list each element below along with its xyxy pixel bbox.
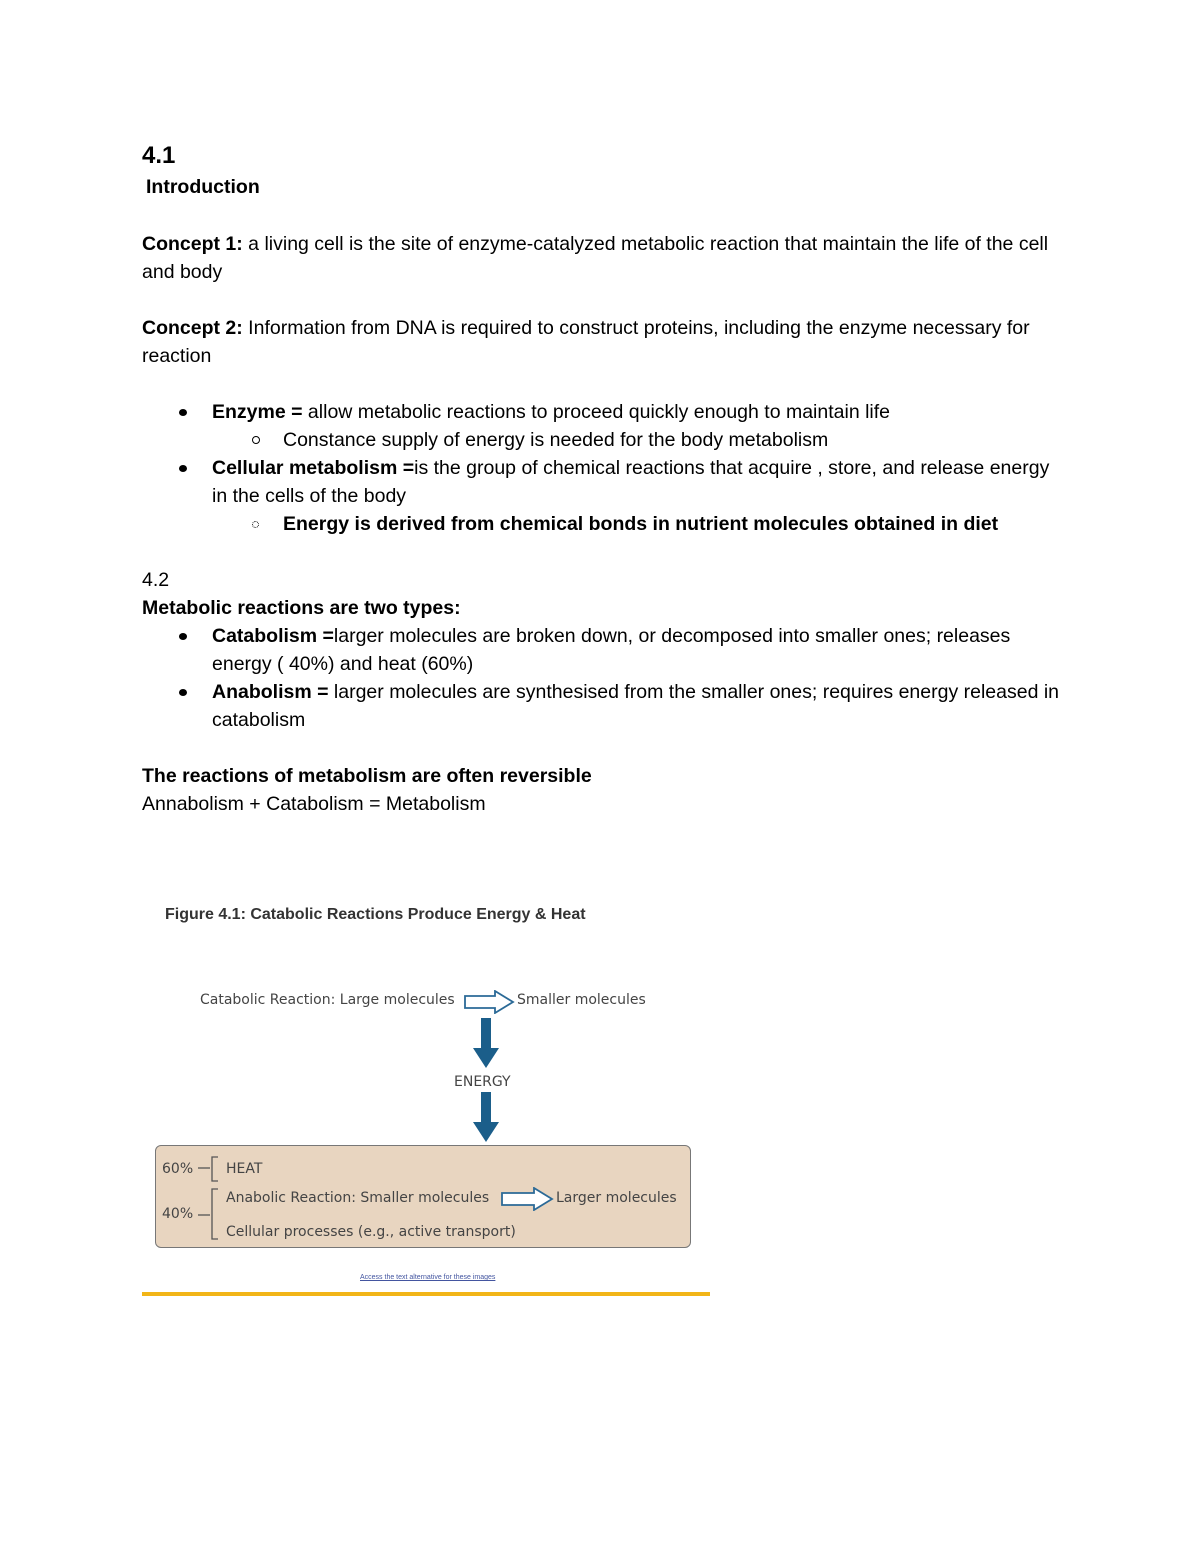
bracket-icon: [196, 1155, 226, 1245]
hollow-arrow-icon: [500, 1187, 554, 1211]
pct-60-label: 60%: [162, 1161, 194, 1177]
concept-2: [142, 314, 1062, 370]
reversible-text: The reactions of metabolism are often reversible: [142, 765, 592, 787]
catabolism-text: larger molecules are broken down, or decomposed into smaller ones; releases energy ( 40%) and heat (60%): [212, 625, 1011, 675]
section-4-2-bullets: [142, 622, 1062, 734]
bullet-icon: [179, 465, 187, 472]
concept-1-text: a living cell is the site of enzyme-catalyzed metabolic reaction that maintain the life of the cell and body: [142, 233, 1049, 283]
cellular-metabolism-label: Cellular metabolism =: [212, 457, 415, 479]
energy-derived-text: Energy is derived from chemical bonds in nutrient molecules obtained in diet: [283, 513, 999, 535]
catabolic-left-label: Catabolic Reaction: Large molecules: [200, 992, 455, 1008]
section-4-2-heading: Metabolic reactions are two types:: [142, 597, 461, 619]
concept-1-label: Concept 1:: [142, 233, 243, 255]
down-arrow-icon: [471, 1092, 501, 1144]
list-item-catabolism: [142, 622, 1062, 678]
list-item-anabolism: [142, 678, 1062, 734]
energy-supply-text: Constance supply of energy is needed for the body metabolism: [283, 429, 829, 451]
down-arrow-icon: [471, 1018, 501, 1070]
anabolic-left-label: Anabolic Reaction: Smaller molecules: [226, 1190, 490, 1206]
document-body: [142, 140, 1062, 818]
section-4-2-number: 4.2: [142, 569, 170, 591]
hollow-arrow-icon: [463, 990, 515, 1014]
concept-2-label: Concept 2:: [142, 317, 243, 339]
anabolism-label: Anabolism =: [212, 681, 329, 703]
pct-40-label: 40%: [162, 1206, 194, 1222]
heat-label: HEAT: [226, 1161, 263, 1177]
text-alternative-link[interactable]: Access the text alternative for these images: [360, 1274, 496, 1281]
catabolic-right-label: Smaller molecules: [517, 992, 646, 1008]
energy-label: ENERGY: [454, 1074, 511, 1090]
catabolism-label: Catabolism =: [212, 625, 334, 647]
anabolic-right-label: Larger molecules: [556, 1190, 677, 1206]
section-4-1-subtitle: Introduction: [146, 176, 260, 198]
section-4-1-number: 4.1: [142, 142, 176, 169]
enzyme-text: allow metabolic reactions to proceed quickly enough to maintain life: [302, 401, 891, 423]
reversible-note: [142, 762, 1062, 790]
section-4-1-bullets: [142, 398, 1062, 538]
concept-2-text: Information from DNA is required to construct proteins, including the enzyme necessary for reaction: [142, 317, 1030, 367]
enzyme-label: Enzyme =: [212, 401, 303, 423]
list-item-energy-derived: [142, 510, 1062, 538]
concept-1: [142, 230, 1062, 286]
cellular-metabolism-text: is the group of chemical reactions that acquire , store, and release energy in the cells of the body: [212, 457, 1050, 507]
circle-bullet-icon: [252, 436, 260, 444]
figure-title: Figure 4.1: Catabolic Reactions Produce Energy & Heat: [165, 906, 586, 923]
list-item-enzyme: [142, 398, 1062, 426]
list-item-energy-supply: [142, 426, 1062, 454]
metabolism-equation: Annabolism + Catabolism = Metabolism: [142, 793, 486, 815]
bullet-icon: [179, 409, 187, 416]
bullet-icon: [179, 689, 187, 696]
anabolism-text: larger molecules are synthesised from the smaller ones; requires energy released in catabolism: [212, 681, 1060, 731]
cellular-processes-label: Cellular processes (e.g., active transport): [226, 1224, 516, 1240]
figure-divider: [142, 1292, 710, 1296]
dotted-circle-bullet-icon: [252, 521, 259, 528]
list-item-cellular-metabolism: [142, 454, 1062, 510]
bullet-icon: [179, 633, 187, 640]
